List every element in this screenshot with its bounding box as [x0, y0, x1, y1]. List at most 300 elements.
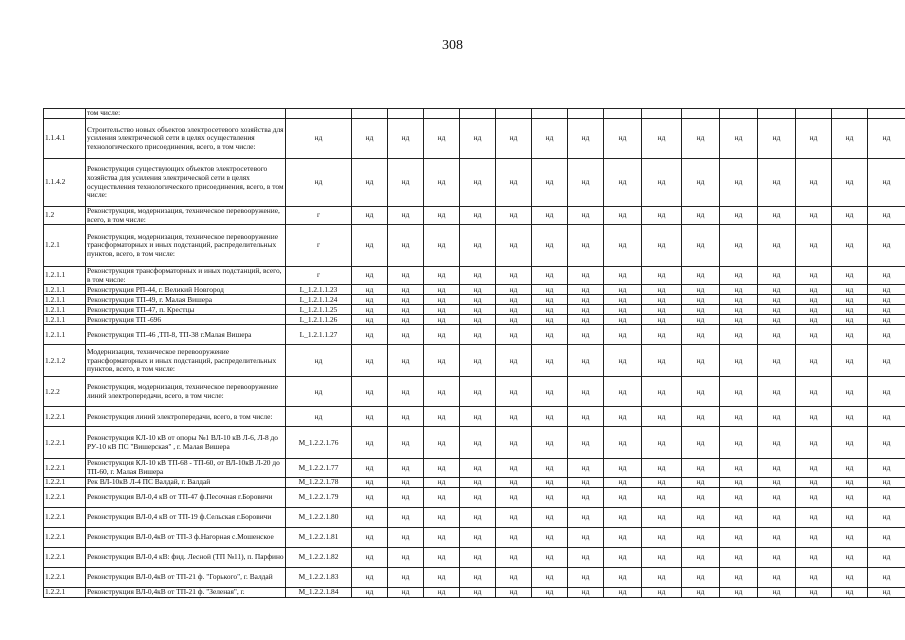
value-cell: нд — [352, 345, 388, 377]
value-cell: нд — [568, 477, 604, 487]
value-cell: нд — [460, 459, 496, 477]
value-cell: нд — [832, 119, 868, 159]
value-cell — [720, 109, 758, 119]
value-cell: нд — [720, 305, 758, 315]
value-cell: нд — [352, 207, 388, 225]
value-cell: нд — [424, 567, 460, 587]
row-code-cell: 1.2.1.1 — [44, 305, 86, 315]
value-cell: нд — [758, 487, 796, 507]
value-cell: нд — [796, 225, 832, 267]
row-code-cell: 1.2.2.1 — [44, 477, 86, 487]
value-cell: нд — [796, 315, 832, 325]
value-cell: нд — [388, 295, 424, 305]
value-cell: нд — [568, 587, 604, 597]
value-cell: нд — [720, 459, 758, 477]
value-cell — [424, 109, 460, 119]
value-cell: нд — [642, 459, 682, 477]
value-cell: нд — [352, 547, 388, 567]
page-number: 308 — [442, 38, 463, 53]
value-cell: нд — [388, 325, 424, 345]
value-cell: нд — [642, 507, 682, 527]
row-name-cell: Реконструкция ВЛ-0,4 кВ от ТП-19 ф.Сельская г.Боровичи — [86, 507, 286, 527]
value-cell: нд — [868, 345, 905, 377]
value-cell: нд — [604, 547, 642, 567]
row-code-cell: 1.2.2.1 — [44, 547, 86, 567]
row-id-cell: нд — [286, 377, 352, 407]
investment-program-table — [43, 108, 905, 598]
value-cell: нд — [832, 207, 868, 225]
value-cell: нд — [832, 377, 868, 407]
row-name-cell: Рек ВЛ-10кВ Л-4 ПС Валдай, г. Валдай — [86, 477, 286, 487]
value-cell: нд — [642, 267, 682, 285]
value-cell: нд — [352, 459, 388, 477]
value-cell: нд — [460, 345, 496, 377]
value-cell: нд — [796, 345, 832, 377]
value-cell: нд — [424, 267, 460, 285]
value-cell: нд — [868, 377, 905, 407]
value-cell: нд — [352, 377, 388, 407]
value-cell: нд — [720, 477, 758, 487]
value-cell: нд — [532, 477, 568, 487]
value-cell: нд — [868, 305, 905, 315]
value-cell: нд — [868, 477, 905, 487]
row-name-cell: Реконструкция, модернизация, техническое перевооружение трансформаторных и иных подстанций, распределительных пунктов, всего, в том числе: — [86, 225, 286, 267]
value-cell: нд — [568, 285, 604, 295]
row-code-cell: 1.2.2.1 — [44, 407, 86, 427]
table-row — [44, 325, 905, 345]
value-cell — [460, 109, 496, 119]
row-code-cell: 1.2.1.1 — [44, 315, 86, 325]
value-cell: нд — [682, 285, 720, 295]
row-name-cell: Реконструкция РП-44, г. Великий Новгород — [86, 285, 286, 295]
value-cell: нд — [388, 587, 424, 597]
value-cell: нд — [352, 567, 388, 587]
value-cell — [496, 109, 532, 119]
value-cell: нд — [424, 159, 460, 207]
value-cell: нд — [868, 225, 905, 267]
value-cell: нд — [604, 267, 642, 285]
value-cell: нд — [682, 477, 720, 487]
value-cell: нд — [720, 159, 758, 207]
value-cell: нд — [352, 225, 388, 267]
table-row — [44, 567, 905, 587]
value-cell: нд — [388, 377, 424, 407]
value-cell: нд — [604, 295, 642, 305]
value-cell: нд — [352, 527, 388, 547]
value-cell: нд — [460, 325, 496, 345]
row-id-cell: L_1.2.1.1.27 — [286, 325, 352, 345]
value-cell: нд — [832, 159, 868, 207]
value-cell: нд — [868, 295, 905, 305]
table-row — [44, 547, 905, 567]
value-cell: нд — [642, 295, 682, 305]
value-cell: нд — [796, 547, 832, 567]
value-cell: нд — [868, 119, 905, 159]
value-cell: нд — [352, 325, 388, 345]
value-cell: нд — [388, 487, 424, 507]
row-id-cell: нд — [286, 119, 352, 159]
value-cell: нд — [568, 325, 604, 345]
value-cell: нд — [388, 507, 424, 527]
value-cell: нд — [460, 477, 496, 487]
value-cell — [352, 109, 388, 119]
value-cell: нд — [758, 587, 796, 597]
value-cell: нд — [532, 587, 568, 597]
value-cell: нд — [642, 119, 682, 159]
value-cell: нд — [388, 267, 424, 285]
value-cell: нд — [642, 159, 682, 207]
value-cell: нд — [642, 315, 682, 325]
value-cell: нд — [388, 477, 424, 487]
value-cell: нд — [796, 285, 832, 295]
row-code-cell: 1.2.1.2 — [44, 345, 86, 377]
table-row — [44, 207, 905, 225]
value-cell: нд — [496, 427, 532, 459]
value-cell: нд — [642, 487, 682, 507]
value-cell: нд — [604, 345, 642, 377]
value-cell: нд — [604, 587, 642, 597]
value-cell: нд — [682, 459, 720, 477]
value-cell: нд — [532, 207, 568, 225]
value-cell: нд — [796, 427, 832, 459]
value-cell: нд — [604, 459, 642, 477]
value-cell: нд — [388, 285, 424, 295]
value-cell: нд — [424, 547, 460, 567]
value-cell: нд — [568, 315, 604, 325]
value-cell: нд — [424, 119, 460, 159]
value-cell: нд — [496, 285, 532, 295]
value-cell: нд — [682, 407, 720, 427]
value-cell: нд — [532, 459, 568, 477]
value-cell: нд — [796, 567, 832, 587]
value-cell: нд — [758, 295, 796, 305]
value-cell: нд — [868, 325, 905, 345]
value-cell: нд — [604, 477, 642, 487]
value-cell: нд — [388, 567, 424, 587]
value-cell: нд — [424, 459, 460, 477]
value-cell: нд — [604, 207, 642, 225]
value-cell: нд — [720, 315, 758, 325]
value-cell: нд — [758, 477, 796, 487]
value-cell: нд — [868, 207, 905, 225]
value-cell: нд — [832, 407, 868, 427]
value-cell: нд — [424, 377, 460, 407]
value-cell: нд — [758, 427, 796, 459]
value-cell: нд — [642, 225, 682, 267]
value-cell: нд — [496, 507, 532, 527]
value-cell: нд — [868, 315, 905, 325]
value-cell: нд — [532, 567, 568, 587]
value-cell: нд — [796, 119, 832, 159]
value-cell: нд — [642, 305, 682, 315]
value-cell: нд — [720, 547, 758, 567]
value-cell: нд — [352, 305, 388, 315]
value-cell: нд — [604, 159, 642, 207]
row-code-cell: 1.2.2.1 — [44, 487, 86, 507]
value-cell: нд — [352, 427, 388, 459]
table-row — [44, 487, 905, 507]
value-cell: нд — [868, 547, 905, 567]
value-cell: нд — [568, 225, 604, 267]
value-cell: нд — [352, 587, 388, 597]
value-cell: нд — [682, 225, 720, 267]
value-cell: нд — [642, 345, 682, 377]
value-cell: нд — [568, 305, 604, 315]
value-cell — [642, 109, 682, 119]
value-cell — [532, 109, 568, 119]
value-cell: нд — [604, 487, 642, 507]
value-cell: нд — [758, 407, 796, 427]
value-cell: нд — [758, 315, 796, 325]
value-cell: нд — [682, 305, 720, 315]
value-cell: нд — [496, 477, 532, 487]
table-row — [44, 527, 905, 547]
value-cell: нд — [832, 487, 868, 507]
value-cell: нд — [604, 119, 642, 159]
value-cell: нд — [352, 487, 388, 507]
value-cell: нд — [388, 159, 424, 207]
value-cell: нд — [460, 547, 496, 567]
table-row — [44, 225, 905, 267]
value-cell: нд — [532, 377, 568, 407]
value-cell: нд — [532, 325, 568, 345]
value-cell: нд — [604, 527, 642, 547]
value-cell: нд — [832, 459, 868, 477]
value-cell: нд — [868, 567, 905, 587]
value-cell: нд — [720, 407, 758, 427]
table-row — [44, 427, 905, 459]
value-cell: нд — [532, 507, 568, 527]
value-cell: нд — [532, 407, 568, 427]
value-cell: нд — [868, 527, 905, 547]
table-row — [44, 295, 905, 305]
value-cell: нд — [682, 487, 720, 507]
value-cell: нд — [496, 325, 532, 345]
value-cell: нд — [388, 225, 424, 267]
row-name-cell: Реконструкция, модернизация, техническое перевооружение, всего, в том числе: — [86, 207, 286, 225]
row-name-cell: Реконструкция ТП-49, г. Малая Вишера — [86, 295, 286, 305]
table-row — [44, 345, 905, 377]
value-cell: нд — [720, 285, 758, 295]
value-cell: нд — [868, 487, 905, 507]
value-cell: нд — [568, 159, 604, 207]
value-cell: нд — [796, 267, 832, 285]
value-cell: нд — [424, 407, 460, 427]
value-cell: нд — [496, 527, 532, 547]
value-cell: нд — [532, 487, 568, 507]
row-name-cell: Реконструкция линий электропередачи, всего, в том числе: — [86, 407, 286, 427]
row-name-cell: Реконструкция КЛ-10 кВ от опоры №1 ВЛ-10 кВ Л-6, Л-8 до РУ-10 кВ ПС "Вишерская" , г. Малая Вишера — [86, 427, 286, 459]
value-cell: нд — [832, 305, 868, 315]
row-id-cell: M_1.2.2.1.81 — [286, 527, 352, 547]
row-name-cell: Реконструкция ВЛ-0,4кВ от ТП-21 ф. "Горького", г. Валдай — [86, 567, 286, 587]
value-cell: нд — [496, 587, 532, 597]
value-cell: нд — [758, 547, 796, 567]
value-cell: нд — [352, 507, 388, 527]
value-cell: нд — [832, 285, 868, 295]
value-cell — [796, 109, 832, 119]
row-name-cell: Реконструкция ВЛ-0,4кВ от ТП-21 ф. "Зеленая", г. — [86, 587, 286, 597]
value-cell: нд — [532, 527, 568, 547]
value-cell: нд — [682, 547, 720, 567]
value-cell: нд — [832, 527, 868, 547]
value-cell: нд — [796, 459, 832, 477]
value-cell: нд — [758, 325, 796, 345]
value-cell: нд — [496, 345, 532, 377]
value-cell: нд — [642, 527, 682, 547]
value-cell: нд — [796, 477, 832, 487]
value-cell: нд — [720, 325, 758, 345]
value-cell: нд — [642, 325, 682, 345]
value-cell: нд — [796, 407, 832, 427]
value-cell: нд — [758, 225, 796, 267]
row-code-cell: 1.2.1.1 — [44, 267, 86, 285]
row-code-cell: 1.2.2.1 — [44, 567, 86, 587]
value-cell: нд — [720, 377, 758, 407]
value-cell: нд — [604, 315, 642, 325]
value-cell: нд — [532, 315, 568, 325]
table-row — [44, 267, 905, 285]
value-cell: нд — [388, 407, 424, 427]
row-name-cell: Модернизация, техническое перевооружение трансформаторных и иных подстанций, распределительных пунктов, всего, в том числе: — [86, 345, 286, 377]
value-cell: нд — [532, 225, 568, 267]
value-cell: нд — [532, 427, 568, 459]
value-cell: нд — [720, 587, 758, 597]
row-code-cell — [44, 109, 86, 119]
value-cell: нд — [642, 377, 682, 407]
value-cell: нд — [496, 159, 532, 207]
row-code-cell: 1.2.2.1 — [44, 427, 86, 459]
value-cell: нд — [352, 159, 388, 207]
value-cell: нд — [868, 285, 905, 295]
value-cell: нд — [424, 507, 460, 527]
value-cell: нд — [868, 267, 905, 285]
value-cell: нд — [832, 587, 868, 597]
value-cell: нд — [568, 295, 604, 305]
value-cell: нд — [352, 407, 388, 427]
value-cell: нд — [532, 159, 568, 207]
value-cell — [604, 109, 642, 119]
value-cell: нд — [568, 345, 604, 377]
value-cell: нд — [424, 487, 460, 507]
value-cell: нд — [604, 427, 642, 459]
value-cell: нд — [758, 285, 796, 295]
value-cell: нд — [352, 119, 388, 159]
value-cell: нд — [720, 507, 758, 527]
value-cell: нд — [604, 567, 642, 587]
value-cell: нд — [496, 295, 532, 305]
value-cell: нд — [424, 295, 460, 305]
value-cell: нд — [758, 459, 796, 477]
value-cell: нд — [720, 487, 758, 507]
value-cell: нд — [796, 305, 832, 315]
value-cell: нд — [758, 345, 796, 377]
value-cell: нд — [832, 325, 868, 345]
value-cell: нд — [460, 119, 496, 159]
row-id-cell: нд — [286, 159, 352, 207]
value-cell: нд — [568, 427, 604, 459]
value-cell: нд — [568, 567, 604, 587]
value-cell: нд — [424, 315, 460, 325]
value-cell: нд — [460, 285, 496, 295]
row-id-cell: M_1.2.2.1.83 — [286, 567, 352, 587]
value-cell: нд — [496, 207, 532, 225]
value-cell: нд — [758, 267, 796, 285]
value-cell: нд — [758, 159, 796, 207]
value-cell: нд — [642, 547, 682, 567]
value-cell: нд — [352, 285, 388, 295]
value-cell: нд — [642, 587, 682, 597]
value-cell: нд — [642, 407, 682, 427]
value-cell: нд — [460, 305, 496, 315]
value-cell: нд — [796, 377, 832, 407]
table-row — [44, 587, 905, 597]
row-id-cell: L_1.2.1.1.25 — [286, 305, 352, 315]
value-cell: нд — [388, 527, 424, 547]
value-cell: нд — [496, 487, 532, 507]
row-id-cell — [286, 109, 352, 119]
value-cell — [868, 109, 905, 119]
value-cell: нд — [388, 345, 424, 377]
row-name-cell: том числе: — [86, 109, 286, 119]
value-cell: нд — [532, 305, 568, 315]
value-cell: нд — [758, 305, 796, 315]
row-code-cell: 1.2 — [44, 207, 86, 225]
row-name-cell: Реконструкция КЛ-10 кВ ТП-68 - ТП-60, от ВЛ-10кВ Л-20 до ТП-60, г. Малая Вишера — [86, 459, 286, 477]
value-cell: нд — [460, 487, 496, 507]
row-id-cell: M_1.2.2.1.80 — [286, 507, 352, 527]
table-row — [44, 285, 905, 295]
value-cell: нд — [832, 345, 868, 377]
value-cell: нд — [496, 225, 532, 267]
value-cell: нд — [796, 487, 832, 507]
value-cell: нд — [682, 207, 720, 225]
value-cell: нд — [758, 567, 796, 587]
row-code-cell: 1.2.1.1 — [44, 285, 86, 295]
value-cell — [388, 109, 424, 119]
value-cell: нд — [496, 547, 532, 567]
row-name-cell: Реконструкция существующих объектов электросетевого хозяйства для усиления электрической сети в целях осуществления технологического присоединения, всего, в том числе: — [86, 159, 286, 207]
row-id-cell: M_1.2.2.1.84 — [286, 587, 352, 597]
value-cell: нд — [424, 587, 460, 597]
value-cell — [568, 109, 604, 119]
value-cell: нд — [460, 295, 496, 305]
value-cell: нд — [568, 527, 604, 547]
table-row — [44, 407, 905, 427]
row-code-cell: 1.2.2.1 — [44, 527, 86, 547]
value-cell: нд — [642, 477, 682, 487]
value-cell: нд — [832, 507, 868, 527]
row-id-cell: г — [286, 207, 352, 225]
value-cell: нд — [532, 285, 568, 295]
value-cell: нд — [682, 587, 720, 597]
value-cell: нд — [424, 477, 460, 487]
value-cell: нд — [460, 507, 496, 527]
value-cell: нд — [424, 225, 460, 267]
value-cell: нд — [496, 377, 532, 407]
value-cell: нд — [642, 207, 682, 225]
value-cell: нд — [758, 207, 796, 225]
value-cell — [758, 109, 796, 119]
value-cell: нд — [568, 267, 604, 285]
value-cell: нд — [460, 225, 496, 267]
value-cell: нд — [568, 119, 604, 159]
value-cell: нд — [532, 295, 568, 305]
row-id-cell: M_1.2.2.1.77 — [286, 459, 352, 477]
value-cell: нд — [352, 477, 388, 487]
row-name-cell: Реконструкция ВЛ-0,4кВ от ТП-3 ф.Нагорная с.Мошенское — [86, 527, 286, 547]
value-cell: нд — [682, 159, 720, 207]
